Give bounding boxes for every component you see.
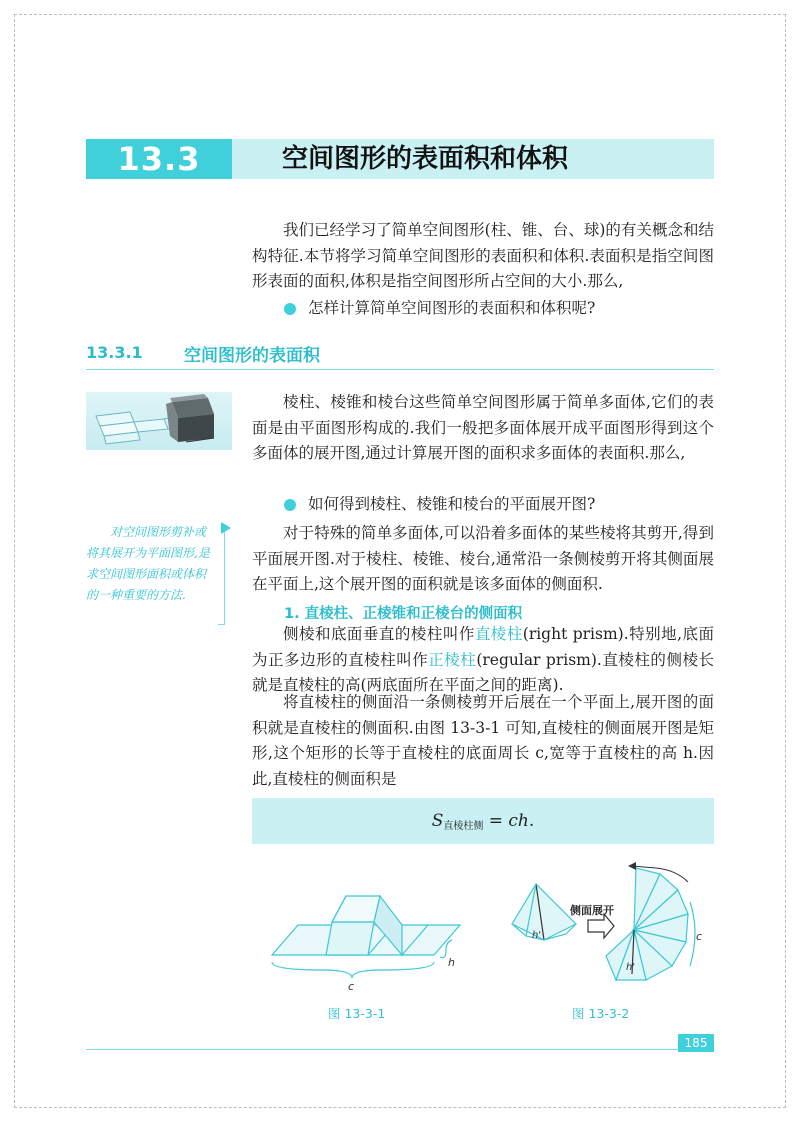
subsection-number: 13.3.1 xyxy=(86,343,143,362)
intro-question-row xyxy=(252,296,595,321)
section-title: 空间图形的表面积和体积 xyxy=(282,144,569,174)
formula-symbol: S xyxy=(431,811,444,831)
p3-part-a: 侧棱和底面垂直的棱柱叫作 xyxy=(283,625,475,643)
margin-note-bracket xyxy=(218,528,225,625)
fig1-label-c: c xyxy=(348,980,355,993)
body-paragraph-4: 将直棱柱的侧面沿一条侧棱剪开后展在一个平面上,展开图的面积就是直棱柱的侧面积.由图 13-3-1 可知,直棱柱的侧面展开图是矩形,这个矩形的长等于直棱柱的底面周长 c,宽等于直棱柱的高 h.因此,直棱柱的侧面积是 xyxy=(252,693,714,788)
fig1-label-h: h xyxy=(448,956,455,969)
section-banner xyxy=(86,139,714,179)
subheading-lateral-area: 1. 直棱柱、正棱锥和正棱台的侧面积 xyxy=(284,606,523,622)
box-net-illustration xyxy=(86,392,232,450)
term-right-prism: 直棱柱 xyxy=(474,625,523,643)
fig2-label-c: c xyxy=(696,930,703,943)
margin-note-arrow-icon xyxy=(221,522,231,534)
footer-rule xyxy=(86,1049,714,1050)
page-number: 185 xyxy=(678,1034,714,1052)
prism-front xyxy=(326,922,374,955)
body-paragraph-3 xyxy=(252,622,714,699)
term-regular-prism: 正棱柱 xyxy=(428,650,477,669)
fig2-label-h1: h' xyxy=(532,930,542,941)
body-question: 如何得到棱柱、棱锥和棱台的平面展开图? xyxy=(308,495,596,513)
bullet-icon xyxy=(284,303,296,315)
p3-part-c: (regular prism).直棱柱的侧棱长就是直棱柱的高(两底面所在平面之间的距离). xyxy=(252,650,714,694)
figure-prism-net xyxy=(262,880,472,1000)
figure-1-caption: 图 13-3-1 xyxy=(328,1006,386,1021)
intro-question: 怎样计算简单空间图形的表面积和体积呢? xyxy=(308,299,596,317)
figure-2-caption: 图 13-3-2 xyxy=(572,1006,630,1021)
body-paragraph-1: 棱柱、棱锥和棱台这些简单空间图形属于简单多面体,它们的表面是由平面图形构成的.我们一般把多面体展开成平面图形得到这个多面体的展开图,通过计算展开图的面积求多面体的表面积.那么, xyxy=(252,393,714,462)
formula-subscript: 直棱柱侧 xyxy=(443,821,484,832)
subsection-header xyxy=(86,339,714,370)
formula-box xyxy=(252,798,714,844)
body-paragraph-2: 对于特殊的简单多面体,可以沿着多面体的某些棱将其剪开,得到平面展开图.对于棱柱、棱锥、棱台,通常沿一条侧棱剪开将其侧面展在平面上,这个展开图的面积就是该多面体的侧面积. xyxy=(252,524,714,593)
figure-pyramid-net xyxy=(506,862,716,992)
bullet-icon xyxy=(284,499,296,511)
fig2-label-unfold: 侧面展开 xyxy=(570,904,614,917)
p3-part-b: (right prism).特别地,底面为正多边形的直棱柱叫作 xyxy=(252,625,714,669)
body-question-row xyxy=(252,492,595,517)
box-net-photo xyxy=(86,392,232,450)
section-number: 13.3 xyxy=(86,139,232,179)
intro-paragraph: 我们已经学习了简单空间图形(柱、锥、台、球)的有关概念和结构特征.本节将学习简单空间图形的表面积和体积.表面积是指空间图形表面的面积,体积是指空间图形所占空间的大小.那么, xyxy=(252,221,714,290)
formula-rhs: = ch. xyxy=(483,811,535,831)
fig2-label-h2: h' xyxy=(626,962,636,973)
subsection-title: 空间图形的表面积 xyxy=(184,346,320,366)
margin-note: 对空间图形剪补或将其展开为平面图形,是求空间图形面积或体积的一种重要的方法. xyxy=(86,525,210,602)
